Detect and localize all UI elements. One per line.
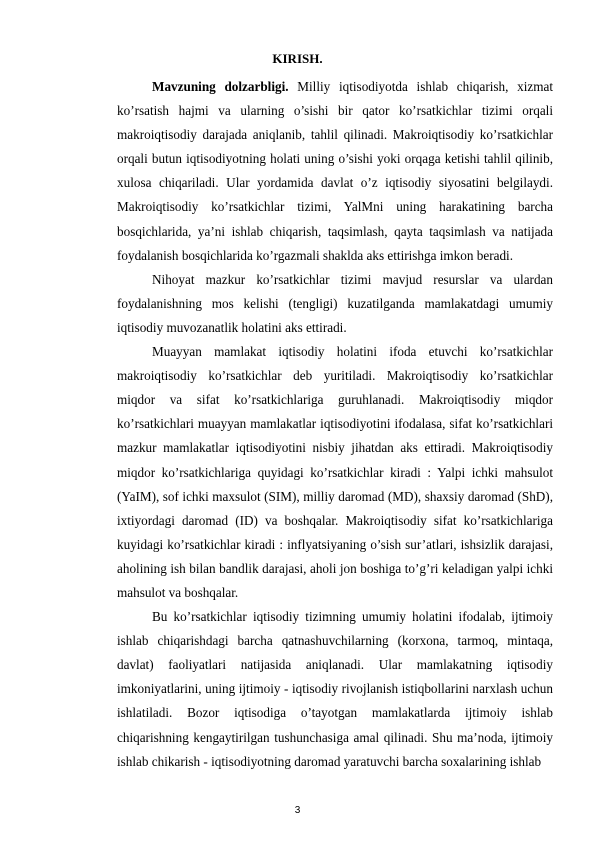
page-title: KIRISH. — [272, 51, 323, 66]
page-number: 3 — [294, 805, 301, 816]
paragraph-equilibrium: Nihoyat mazkur ko’rsatkichlar tizimi mavjud resurslar va ulardan foydalanishning mos kelishi (tengligi) kuzatilganda mamlakatdagi umumiy iqtisodiy muvozanatlik holatini aks ettiradi. — [117, 271, 553, 335]
paragraph-lead: Mavzuning dolzarbligi. — [152, 79, 289, 94]
paragraph-social-production: Bu ko’rsatkichlar iqtisodiy tizimning umumiy holatini ifodalab, ijtimoiy ishlab chiqarishdagi barcha qatnashuvchilarning (korxona, tarmoq, mintaqa, davlat) faoliyatlari natijasida aniqlanadi. Ular mamlakatning iqtisodiy imkoniyatlarini, uning ijtimoiy - iqtisodiy rivojlanish istiqbollarini narxlash uchun ishlatiladi. Bozor iqtisodiga o’tayotgan mamlakatlarda ijtimoiy ishlab chiqarishning kengaytirilgan tushunchasiga amal qilinadi. Shu ma’noda, ijtimoiy ishlab chikarish - iqtisodiyotning daromad yaratuvchi barcha soxalarining ishlab — [117, 609, 553, 769]
paragraph-text: Milliy iqtisodiyotda ishlab chiqarish, xizmat ko’rsatish hajmi va ularning o’sishi bir qator ko’rsatkichlar tizimi orqali makroiqtisodiy darajada aniqlanib, tahlil qilinadi. Makroiqtisodiy ko’rsatkichlar orqali butun iqtisodiyotning holati uning o’sishi yoki orqaga ketishi tahlil qilinib, xulosa chiqariladi. Ular yordamida davlat o’z iqtisodiy siyosatini belgilaydi. Makroiqtisodiy ko’rsatkichlar tizimi, YalMni uning harakatining barcha bosqichlarida, ya’ni ishlab chiqarish, taqsimlash, qayta taqsimlash va natijada foydalanish bosqichlarida ko’rgazmali shaklda aks ettirishga imkon beradi. — [117, 79, 553, 263]
paragraph-indicators: Muayyan mamlakat iqtisodiy holatini ifoda etuvchi ko’rsatkichlar makroiqtisodiy ko’rsatkichlar deb yuritiladi. Makroiqtisodiy ko’rsatkichlar miqdor va sifat ko’rsatkichlariga guruhlanadi. Makroiqtisodiy miqdor ko’rsatkichlari muayyan mamlakatlar iqtisodiyotini ifodalasa, sifat ko’rsatkichlari mazkur mamlakatlar iqtisodiyotini nisbiy jihatdan aks ettiradi. Makroiqtisodiy miqdor ko’rsatkichlariga quyidagi ko’rsatkichlar kiradi : Yalpi ichki mahsulot (YaIM), sof ichki maxsulot (SIM), milliy daromad (MD), shaxsiy daromad (ShD), ixtiyordagi daromad (ID) va boshqalar. Makroiqtisodiy sifat ko’rsatkichlariga kuyidagi ko’rsatkichlar kiradi : inflyatsiyaning o’sish sur’atlari, ishsizlik darajasi, aholining ish bilan bandlik darajasi, aholi jon boshiga to’g’ri keladigan yalpi ichki mahsulot va boshqalar. — [117, 344, 553, 600]
body-text — [117, 75, 553, 774]
paragraph-relevance — [117, 75, 553, 268]
